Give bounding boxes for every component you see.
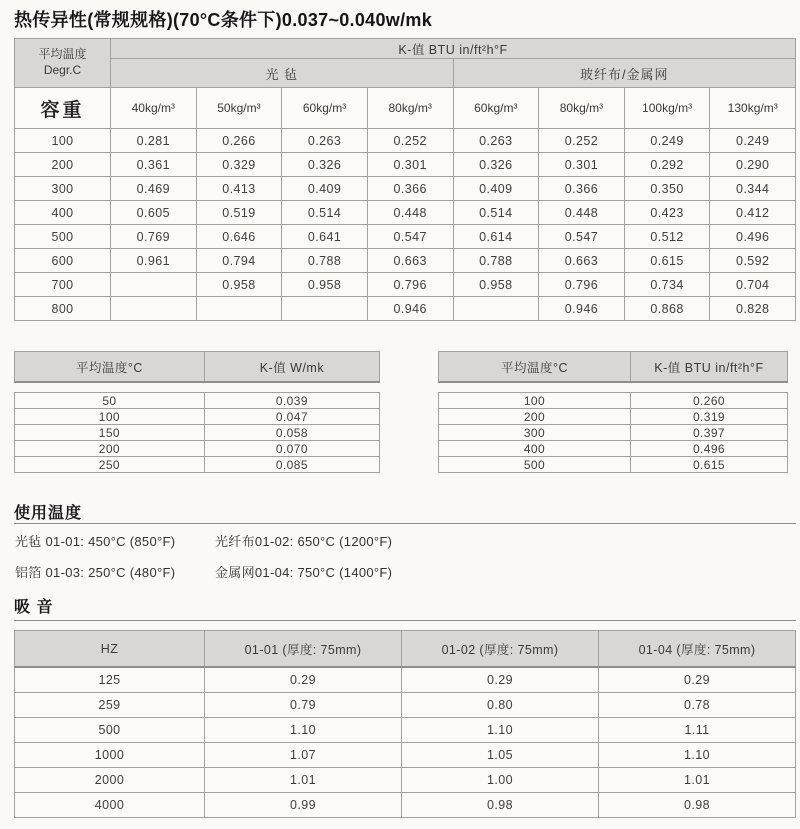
table-cell: 0.290 (710, 153, 796, 177)
table-cell: 0.663 (367, 249, 453, 273)
absorption-col-header: 01-04 (厚度: 75mm) (599, 631, 796, 668)
table-cell: 400 (439, 441, 631, 457)
table-cell: 4000 (15, 793, 205, 818)
hz-header: HZ (15, 631, 205, 668)
table-cell: 50 (15, 393, 205, 409)
table-row (439, 393, 788, 409)
density-col-header: 50kg/m³ (196, 88, 282, 129)
table-cell: 1.10 (402, 718, 599, 743)
table-row (15, 793, 796, 818)
table-cell: 0.78 (599, 693, 796, 718)
table-cell: 0.958 (282, 273, 368, 297)
table-row (439, 409, 788, 425)
table-cell: 0.592 (710, 249, 796, 273)
table-cell: 0.249 (710, 129, 796, 153)
table-cell: 0.263 (282, 129, 368, 153)
page-title: 热传异性(常规规格)(70°C条件下)0.037~0.040w/mk (14, 10, 433, 30)
table-cell: 0.412 (710, 201, 796, 225)
table-cell: 0.80 (402, 693, 599, 718)
table-cell: 0.788 (453, 249, 539, 273)
table-cell: 500 (439, 457, 631, 473)
btu-k-header: K-值 BTU in/ft²h°F (630, 352, 787, 383)
table-cell: 1.11 (599, 718, 796, 743)
table-cell: 0.961 (111, 249, 197, 273)
table-cell: 0.448 (367, 201, 453, 225)
density-col-header: 80kg/m³ (367, 88, 453, 129)
table-cell: 1.01 (205, 768, 402, 793)
table-cell: 0.344 (710, 177, 796, 201)
sound-absorption-heading: 吸 音 (14, 599, 54, 616)
table-cell: 0.29 (599, 667, 796, 693)
table-cell (453, 297, 539, 321)
table-row (15, 273, 796, 297)
table-cell: 0.519 (196, 201, 282, 225)
density-col-header: 60kg/m³ (282, 88, 368, 129)
table-cell: 700 (15, 273, 111, 297)
table-row (439, 457, 788, 473)
table-cell: 1.01 (599, 768, 796, 793)
table-cell: 0.301 (539, 153, 625, 177)
table-cell: 0.469 (111, 177, 197, 201)
table-cell: 0.512 (624, 225, 710, 249)
table-cell: 0.252 (367, 129, 453, 153)
density-col-header: 130kg/m³ (710, 88, 796, 129)
table-row (15, 201, 796, 225)
table-cell: 0.958 (196, 273, 282, 297)
group-mesh-header: 玻纤布/金属网 (453, 59, 796, 88)
btu-temp-header: 平均温度°C (439, 352, 631, 383)
sound-absorption-table (14, 630, 796, 818)
table-cell: 259 (15, 693, 205, 718)
table-cell: 0.29 (402, 667, 599, 693)
table-cell: 0.946 (367, 297, 453, 321)
table-cell: 0.366 (539, 177, 625, 201)
table-row (439, 425, 788, 441)
table-row (15, 129, 796, 153)
table-cell: 400 (15, 201, 111, 225)
table-cell: 800 (15, 297, 111, 321)
table-cell: 0.514 (453, 201, 539, 225)
table-cell: 500 (15, 225, 111, 249)
density-col-header: 80kg/m³ (539, 88, 625, 129)
usage-item: 光毡 01-01: 450°C (850°F) (15, 534, 176, 549)
btu-header-row (439, 352, 788, 383)
k-value-wmk-table (14, 351, 380, 473)
table-cell: 1.10 (599, 743, 796, 768)
table-cell: 125 (15, 667, 205, 693)
table-row (15, 409, 380, 425)
table-cell: 1.10 (205, 718, 402, 743)
table-cell (196, 297, 282, 321)
table-row (15, 667, 796, 693)
corner-line2: Degr.C (43, 63, 82, 77)
table-cell: 0.326 (282, 153, 368, 177)
table-cell: 0.734 (624, 273, 710, 297)
table-cell: 300 (439, 425, 631, 441)
density-col-header: 60kg/m³ (453, 88, 539, 129)
table-cell: 0.514 (282, 201, 368, 225)
table-cell: 100 (15, 129, 111, 153)
table-cell: 0.615 (624, 249, 710, 273)
table-cell: 0.409 (282, 177, 368, 201)
table-cell: 600 (15, 249, 111, 273)
conductivity-table-body (15, 129, 796, 321)
table-cell: 1000 (15, 743, 205, 768)
wmk-temp-header: 平均温度°C (15, 352, 205, 383)
wmk-k-header: K-值 W/mk (204, 352, 379, 383)
table-row (15, 441, 380, 457)
table-cell: 0.085 (204, 457, 379, 473)
table-cell: 100 (439, 393, 631, 409)
table-cell: 200 (15, 441, 205, 457)
table-cell: 0.794 (196, 249, 282, 273)
table-row (15, 743, 796, 768)
table-cell: 0.605 (111, 201, 197, 225)
table-cell: 150 (15, 425, 205, 441)
table-cell: 0.397 (630, 425, 787, 441)
table-cell: 0.448 (539, 201, 625, 225)
table-cell: 0.039 (204, 393, 379, 409)
absorption-table-body (15, 667, 796, 818)
table-cell: 500 (15, 718, 205, 743)
thermal-conductivity-table (14, 38, 796, 321)
table-cell: 0.413 (196, 177, 282, 201)
table-cell: 0.350 (624, 177, 710, 201)
density-col-header: 40kg/m³ (111, 88, 197, 129)
table-cell: 0.266 (196, 129, 282, 153)
table-row (15, 153, 796, 177)
table-row (15, 393, 380, 409)
table-cell: 0.614 (453, 225, 539, 249)
table-cell: 0.058 (204, 425, 379, 441)
table-cell: 0.547 (367, 225, 453, 249)
table-row (15, 768, 796, 793)
table-cell: 200 (439, 409, 631, 425)
table-cell: 0.070 (204, 441, 379, 457)
density-header-row (15, 88, 796, 129)
wmk-header-row (15, 352, 380, 383)
table-spacer (439, 382, 788, 393)
table-cell: 0.769 (111, 225, 197, 249)
table-cell: 100 (15, 409, 205, 425)
table-cell: 0.29 (205, 667, 402, 693)
k-header-row (15, 39, 796, 59)
table-cell (282, 297, 368, 321)
table-cell: 0.329 (196, 153, 282, 177)
usage-item: 金属网01-04: 750°C (1400°F) (215, 565, 393, 580)
table-cell: 0.796 (367, 273, 453, 297)
table-cell: 0.423 (624, 201, 710, 225)
table-cell: 0.326 (453, 153, 539, 177)
table-cell: 0.958 (453, 273, 539, 297)
group-felt-header: 光 毡 (111, 59, 454, 88)
table-cell: 2000 (15, 768, 205, 793)
table-row (15, 693, 796, 718)
table-cell: 0.249 (624, 129, 710, 153)
btu-table-body (439, 393, 788, 473)
table-cell: 0.496 (710, 225, 796, 249)
usage-divider (14, 523, 796, 524)
table-cell: 0.260 (630, 393, 787, 409)
table-row (15, 225, 796, 249)
usage-item: 铝箔 01-03: 250°C (480°F) (15, 565, 176, 580)
table-cell: 0.496 (630, 441, 787, 457)
table-cell (111, 273, 197, 297)
usage-item: 光纤布01-02: 650°C (1200°F) (215, 534, 393, 549)
table-cell: 0.366 (367, 177, 453, 201)
table-cell: 0.646 (196, 225, 282, 249)
usage-temperature-list (15, 531, 615, 581)
table-row (15, 457, 380, 473)
table-cell: 250 (15, 457, 205, 473)
table-row (15, 249, 796, 273)
table-cell: 0.547 (539, 225, 625, 249)
table-spacer (15, 382, 380, 393)
table-cell: 0.79 (205, 693, 402, 718)
table-cell: 0.99 (205, 793, 402, 818)
table-cell: 0.252 (539, 129, 625, 153)
table-cell: 0.361 (111, 153, 197, 177)
table-row (15, 718, 796, 743)
corner-header (15, 39, 111, 88)
table-cell: 0.868 (624, 297, 710, 321)
wmk-table-body (15, 393, 380, 473)
table-cell: 0.047 (204, 409, 379, 425)
table-cell: 0.788 (282, 249, 368, 273)
table-row (15, 425, 380, 441)
table-cell: 200 (15, 153, 111, 177)
table-cell: 1.00 (402, 768, 599, 793)
table-cell: 0.828 (710, 297, 796, 321)
absorption-col-header: 01-02 (厚度: 75mm) (402, 631, 599, 668)
table-cell: 0.98 (402, 793, 599, 818)
corner-line1: 平均温度 (38, 47, 87, 62)
table-cell: 0.292 (624, 153, 710, 177)
row-header-density: 容重 (15, 88, 111, 129)
table-cell: 0.663 (539, 249, 625, 273)
k-value-unit-header: K-值 BTU in/ft²h°F (111, 39, 796, 59)
absorption-col-header: 01-01 (厚度: 75mm) (205, 631, 402, 668)
table-cell: 0.263 (453, 129, 539, 153)
table-cell: 0.946 (539, 297, 625, 321)
table-cell: 0.641 (282, 225, 368, 249)
absorption-header-row (15, 631, 796, 668)
table-cell: 0.615 (630, 457, 787, 473)
table-cell: 1.07 (205, 743, 402, 768)
table-row (15, 297, 796, 321)
table-cell: 0.301 (367, 153, 453, 177)
table-row (15, 177, 796, 201)
absorption-divider (14, 620, 796, 621)
table-cell: 1.05 (402, 743, 599, 768)
table-cell: 0.704 (710, 273, 796, 297)
k-value-btu-table (438, 351, 788, 473)
table-cell: 0.98 (599, 793, 796, 818)
table-cell: 0.281 (111, 129, 197, 153)
table-cell (111, 297, 197, 321)
usage-temperature-heading: 使用温度 (14, 505, 83, 522)
table-cell: 0.319 (630, 409, 787, 425)
table-row (439, 441, 788, 457)
group-header-row (15, 59, 796, 88)
table-cell: 0.409 (453, 177, 539, 201)
table-cell: 0.796 (539, 273, 625, 297)
table-cell: 300 (15, 177, 111, 201)
density-col-header: 100kg/m³ (624, 88, 710, 129)
